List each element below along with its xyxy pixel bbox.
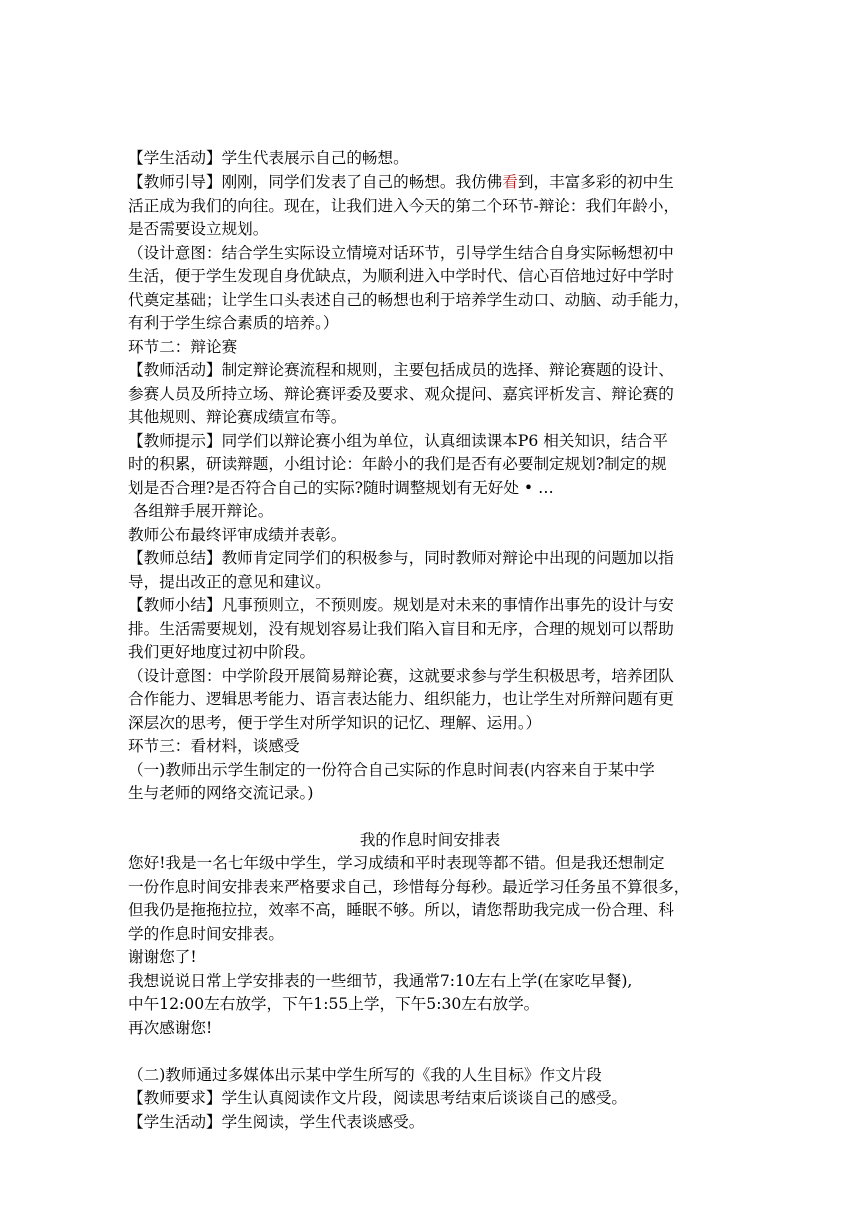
text-line: 谢谢您了! bbox=[128, 948, 197, 966]
text-line: 中午12:00左右放学，下午1:55上学，下午5:30左右放学。 bbox=[128, 995, 540, 1013]
highlighted-word: 看 bbox=[502, 173, 518, 191]
text-line: 【教师总结】教师肯定同学们的积极参与，同时教师对辩论中出现的问题加以指 bbox=[128, 549, 674, 567]
section-heading: 环节二：辩论赛 bbox=[128, 338, 238, 356]
text-line: 【教师要求】学生认真阅读作文片段，阅读思考结束后谈谈自己的感受。 bbox=[128, 1089, 628, 1107]
text-line: 深层次的思考，便于学生对所学知识的记忆、理解、运用。） bbox=[128, 714, 542, 732]
text-line: 一份作息时间安排表来严格要求自己，珍惜每分每秒。最近学习任务虽不算很多， bbox=[128, 878, 690, 896]
text-line: 但我仍是拖拖拉拉，效率不高，睡眠不够。所以，请您帮助我完成一份合理、科 bbox=[128, 901, 674, 919]
text-line: 再次感谢您! bbox=[128, 1019, 213, 1037]
text-line: 排。生活需要规划，没有规划容易让我们陷入盲目和无序，合理的规划可以帮助 bbox=[128, 620, 674, 638]
text-line: 【教师小结】凡事预则立，不预则废。规划是对未来的事情作出事先的设计与安 bbox=[128, 596, 674, 614]
text-line: 是否需要设立规划。 bbox=[128, 220, 269, 238]
text-line: 【学生活动】学生阅读，学生代表谈感受。 bbox=[128, 1113, 425, 1131]
text-line: 其他规则、辩论赛成绩宣布等。 bbox=[128, 408, 347, 426]
text-line: 导，提出改正的意见和建议。 bbox=[128, 573, 331, 591]
text-line: 学的作息时间安排表。 bbox=[128, 925, 284, 943]
text-line: 【学生活动】学生代表展示自己的畅想。 bbox=[128, 149, 409, 167]
text-line: 参赛人员及所持立场、辩论赛评委及要求、观众提问、嘉宾评析发言、辩论赛的 bbox=[128, 385, 674, 403]
schedule-title: 我的作息时间安排表 bbox=[359, 831, 501, 849]
text-line: 我们更好地度过初中阶段。 bbox=[128, 643, 316, 661]
text-line: 【教师活动】制定辩论赛流程和规则，主要包括成员的选择、辩论赛题的设计、 bbox=[128, 361, 674, 379]
text-line: （设计意图：结合学生实际设立情境对话环节，引导学生结合自身实际畅想初中 bbox=[128, 244, 674, 262]
text-line: （设计意图：中学阶段开展简易辩论赛，这就要求参与学生积极思考，培养团队 bbox=[128, 667, 674, 685]
text-line: 教师公布最终评审成绩并表彰。 bbox=[128, 526, 347, 544]
text-line: 您好!我是一名七年级中学生，学习成绩和平时表现等都不错。但是我还想制定 bbox=[128, 854, 665, 872]
text-line: 合作能力、逻辑思考能力、语言表达能力、组织能力，也让学生对所辩问题有更 bbox=[128, 690, 674, 708]
text-line: 划是否合理?是否符合自己的实际?随时调整规划有无好处 • … bbox=[128, 479, 554, 497]
text-line: 有利于学生综合素质的培养。） bbox=[128, 314, 339, 332]
section-heading: 环节三：看材料，谈感受 bbox=[128, 737, 300, 755]
text-line: 时的积累，研读辩题，小组讨论：年龄小的我们是否有必要制定规划?制定的规 bbox=[128, 455, 667, 473]
text-line: 各组辩手展开辩论。 bbox=[128, 502, 274, 520]
text-line: 【教师引导】刚刚，同学们发表了自己的畅想。我仿佛看到，丰富多彩的初中生 bbox=[128, 173, 674, 191]
text-line: 我想说说日常上学安排表的一些细节，我通常7:10左右上学(在家吃早餐), bbox=[128, 972, 633, 990]
text-line: 代奠定基础；让学生口头表述自己的畅想也利于培养学生动口、动脑、动手能力， bbox=[128, 291, 690, 309]
text-line: 生活，便于学生发现自身优缺点，为顺利进入中学时代、信心百倍地过好中学时 bbox=[128, 267, 674, 285]
text-line: （一)教师出示学生制定的一份符合自己实际的作息时间表(内容来自于某中学 bbox=[128, 761, 655, 779]
text-line: 生与老师的网络交流记录。) bbox=[128, 784, 314, 802]
text-line: （二)教师通过多媒体出示某中学生所写的《我的人生目标》作文片段 bbox=[128, 1066, 602, 1084]
text-line: 【教师提示】同学们以辩论赛小组为单位，认真细读课本P6 相关知识，结合平 bbox=[128, 432, 668, 450]
text-line: 活正成为我们的向往。现在，让我们进入今天的第二个环节-辩论：我们年龄小， bbox=[128, 197, 680, 215]
